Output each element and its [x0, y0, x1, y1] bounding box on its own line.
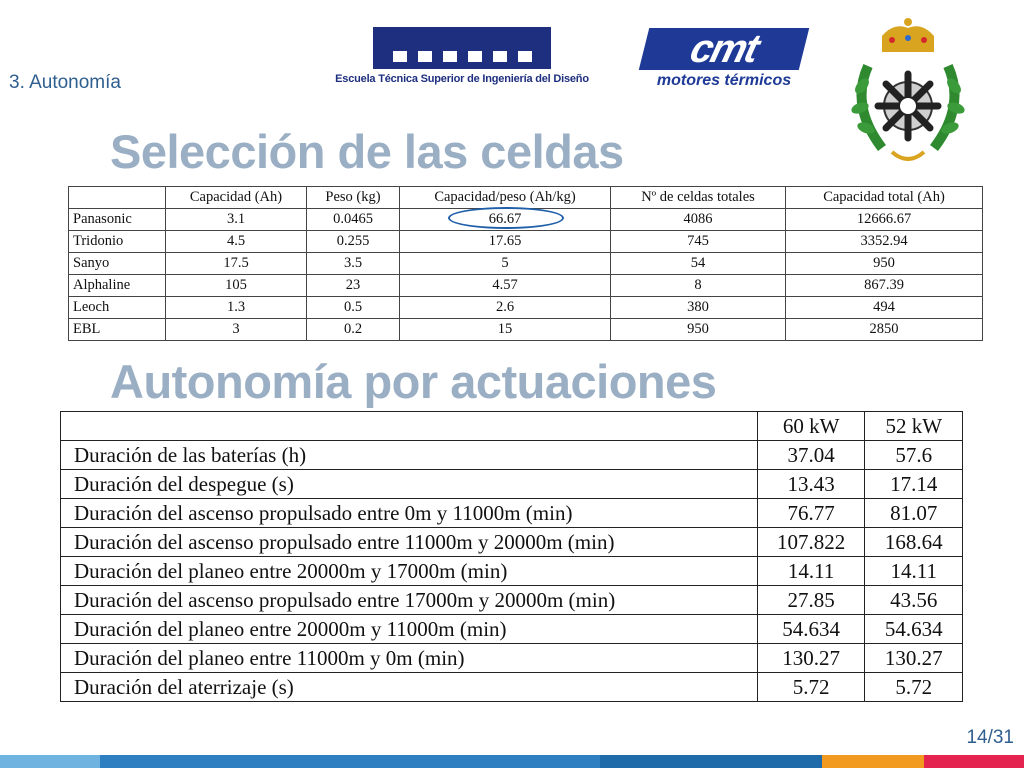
table-cell: 37.04: [757, 441, 865, 470]
table-cell: 3: [166, 319, 307, 341]
footer-bar-segment: [924, 755, 1024, 768]
phase-label: Duración del planeo entre 20000m y 11000m (min): [61, 615, 758, 644]
table-cell: 5: [400, 253, 611, 275]
cells-header-cell: Peso (kg): [307, 187, 400, 209]
table-row: [69, 231, 983, 253]
phase-label: Duración del ascenso propulsado entre 11000m y 20000m (min): [61, 528, 758, 557]
table-row: [61, 557, 963, 586]
table-cell: 107.822: [757, 528, 865, 557]
battery-name-cell: Tridonio: [69, 231, 166, 253]
table-cell: 494: [786, 297, 983, 319]
table-cell: 4.57: [400, 275, 611, 297]
table-cell: 0.0465: [307, 209, 400, 231]
page-number: 14/31: [966, 727, 1014, 748]
table-cell: 66.67: [400, 209, 611, 231]
table-cell: 17.14: [865, 470, 963, 499]
cmt-logo-subtitle: motores térmicos: [656, 72, 792, 89]
cmt-logo-wordmark: cmt: [639, 28, 809, 70]
table-cell: 2.6: [400, 297, 611, 319]
table-cell: 8: [611, 275, 786, 297]
table-cell: 4086: [611, 209, 786, 231]
battery-name-cell: Panasonic: [69, 209, 166, 231]
phase-label: Duración del ascenso propulsado entre 0m y 11000m (min): [61, 499, 758, 528]
table-row: [69, 275, 983, 297]
cells-header-cell: [69, 187, 166, 209]
cells-header-cell: Capacidad total (Ah): [786, 187, 983, 209]
cells-table-header: [69, 187, 983, 209]
table-row: [61, 470, 963, 499]
table-cell: 17.5: [166, 253, 307, 275]
etsid-logo: [330, 25, 594, 95]
table-row: [61, 673, 963, 702]
table-cell: 168.64: [865, 528, 963, 557]
highlight-circle: [448, 207, 564, 229]
table-cell: 105: [166, 275, 307, 297]
table-cell: 43.56: [865, 586, 963, 615]
table-cell: 13.43: [757, 470, 865, 499]
autonomy-title: Autonomía por actuaciones: [110, 355, 717, 408]
table-cell: 2850: [786, 319, 983, 341]
phase-label: Duración de las baterías (h): [61, 441, 758, 470]
table-cell: 54.634: [865, 615, 963, 644]
footer-bar-segment: [0, 755, 100, 768]
table-cell: 5.72: [757, 673, 865, 702]
table-cell: 0.5: [307, 297, 400, 319]
table-cell: 3.5: [307, 253, 400, 275]
footer-bar-segment: [100, 755, 600, 768]
phase-label: Duración del planeo entre 20000m y 17000m (min): [61, 557, 758, 586]
table-cell: 3.1: [166, 209, 307, 231]
table-cell: 14.11: [865, 557, 963, 586]
etsid-logo-block: [373, 27, 551, 69]
battery-name-cell: Leoch: [69, 297, 166, 319]
table-cell: 1.3: [166, 297, 307, 319]
table-cell: 0.2: [307, 319, 400, 341]
table-cell: 130.27: [757, 644, 865, 673]
table-row: [61, 528, 963, 557]
battery-name-cell: EBL: [69, 319, 166, 341]
aeronautical-engineering-crest-icon: [846, 16, 970, 168]
battery-name-cell: Alphaline: [69, 275, 166, 297]
table-row: [69, 253, 983, 275]
section-label: 3. Autonomía: [9, 72, 121, 93]
table-cell: 950: [786, 253, 983, 275]
table-cell: 867.39: [786, 275, 983, 297]
autonomy-header-cell: 52 kW: [865, 412, 963, 441]
phase-label: Duración del ascenso propulsado entre 17000m y 20000m (min): [61, 586, 758, 615]
autonomy-table-header: [61, 412, 963, 441]
table-row: [69, 319, 983, 341]
footer-bar-segment: [822, 755, 924, 768]
table-cell: 17.65: [400, 231, 611, 253]
table-cell: 14.11: [757, 557, 865, 586]
cells-header-cell: Nº de celdas totales: [611, 187, 786, 209]
table-cell: 380: [611, 297, 786, 319]
footer-color-bar: [0, 755, 1024, 768]
table-cell: 54: [611, 253, 786, 275]
phase-label: Duración del planeo entre 11000m y 0m (min): [61, 644, 758, 673]
etsid-logo-windows: [373, 51, 551, 62]
cells-selection-title: Selección de las celdas: [110, 125, 624, 178]
cmt-logo: [640, 28, 808, 96]
autonomy-header-cell: 60 kW: [757, 412, 865, 441]
autonomy-header-cell: [61, 412, 758, 441]
etsid-logo-name: Escuela Técnica Superior de Ingeniería del Diseño: [335, 73, 589, 85]
cells-header-cell: Capacidad/peso (Ah/kg): [400, 187, 611, 209]
table-cell: 3352.94: [786, 231, 983, 253]
table-row: [61, 441, 963, 470]
table-cell: 76.77: [757, 499, 865, 528]
table-cell: 54.634: [757, 615, 865, 644]
table-row: [61, 615, 963, 644]
battery-name-cell: Sanyo: [69, 253, 166, 275]
table-cell: 57.6: [865, 441, 963, 470]
table-cell: 15: [400, 319, 611, 341]
table-cell: 27.85: [757, 586, 865, 615]
cells-header-cell: Capacidad (Ah): [166, 187, 307, 209]
table-cell: 81.07: [865, 499, 963, 528]
table-row: [61, 586, 963, 615]
table-cell: 5.72: [865, 673, 963, 702]
table-cell: 0.255: [307, 231, 400, 253]
autonomy-table: [60, 411, 963, 702]
table-row: [69, 297, 983, 319]
table-cell: 745: [611, 231, 786, 253]
phase-label: Duración del despegue (s): [61, 470, 758, 499]
footer-bar-segment: [600, 755, 822, 768]
table-row: [61, 499, 963, 528]
table-cell: 12666.67: [786, 209, 983, 231]
table-row: [61, 644, 963, 673]
phase-label: Duración del aterrizaje (s): [61, 673, 758, 702]
table-cell: 130.27: [865, 644, 963, 673]
table-cell: 4.5: [166, 231, 307, 253]
table-cell: 950: [611, 319, 786, 341]
table-cell: 23: [307, 275, 400, 297]
